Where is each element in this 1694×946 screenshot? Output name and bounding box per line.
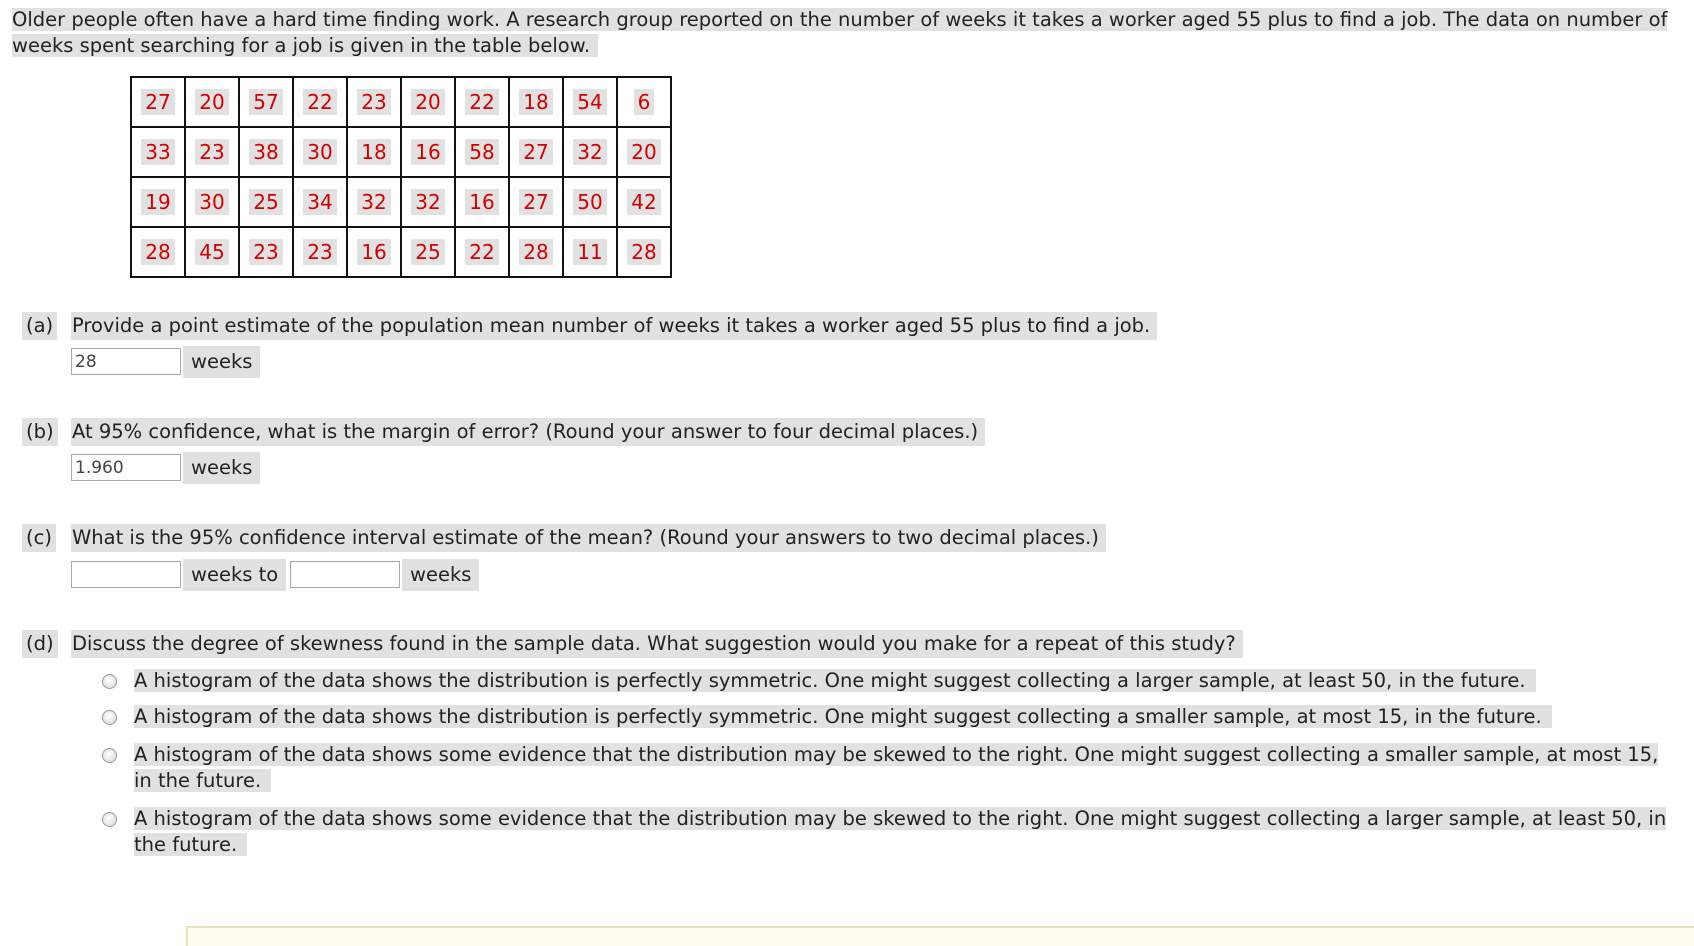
table-cell — [455, 77, 509, 127]
part-d-question: Discuss the degree of skewness found in the sample data. What suggestion would you make for a repeat of this study? — [71, 630, 1243, 658]
cell-value: 22 — [465, 89, 498, 115]
option-4-radio[interactable] — [102, 812, 117, 827]
table-cell — [293, 227, 347, 277]
table-cell — [401, 77, 455, 127]
part-c-upper-input[interactable] — [290, 561, 400, 588]
cell-value: 16 — [411, 139, 444, 165]
table-cell — [293, 77, 347, 127]
table-row — [131, 127, 671, 177]
table-cell — [455, 127, 509, 177]
cell-value: 38 — [249, 139, 282, 165]
part-c-question: What is the 95% confidence interval estimate of the mean? (Round your answers to two decimal places.) — [71, 524, 1106, 552]
cell-value: 16 — [357, 239, 390, 265]
cell-value: 11 — [573, 239, 606, 265]
part-c-unit-end: weeks — [402, 559, 479, 591]
table-cell — [239, 127, 293, 177]
table-cell — [509, 177, 563, 227]
table-cell — [617, 227, 671, 277]
option-2-text: A histogram of the data shows the distribution is perfectly symmetric. One might suggest collecting a smaller sample, at most 15, in the future. — [134, 705, 1552, 728]
option-1[interactable] — [134, 668, 1679, 694]
feedback-box — [186, 926, 1694, 946]
cell-value: 22 — [465, 239, 498, 265]
weeks-data-table — [130, 76, 672, 278]
cell-value: 23 — [195, 139, 228, 165]
option-4-text: A histogram of the data shows some evidence that the distribution may be skewed to the right. One might suggest collecting a larger sample, at least 50, in the future. — [134, 807, 1667, 856]
table-cell — [131, 127, 185, 177]
option-2-radio[interactable] — [102, 710, 117, 725]
cell-value: 30 — [303, 139, 336, 165]
part-a-unit: weeks — [183, 346, 260, 378]
cell-value: 28 — [141, 239, 174, 265]
table-cell — [293, 127, 347, 177]
part-c-lower-input[interactable] — [71, 561, 181, 588]
table-cell — [347, 127, 401, 177]
table-cell — [293, 177, 347, 227]
cell-value: 32 — [411, 189, 444, 215]
part-b-label: (b) — [22, 418, 58, 446]
option-3[interactable] — [134, 742, 1679, 794]
table-cell — [617, 77, 671, 127]
cell-value: 34 — [303, 189, 336, 215]
cell-value: 42 — [627, 189, 660, 215]
table-cell — [563, 177, 617, 227]
problem-intro — [12, 7, 1692, 59]
option-1-text: A histogram of the data shows the distribution is perfectly symmetric. One might suggest collecting a larger sample, at least 50, in the future. — [134, 669, 1536, 692]
table-cell — [239, 77, 293, 127]
part-b-unit: weeks — [183, 452, 260, 484]
cell-value: 28 — [627, 239, 660, 265]
cell-value: 33 — [141, 139, 174, 165]
part-a-label: (a) — [22, 312, 57, 340]
cell-value: 50 — [573, 189, 606, 215]
cell-value: 6 — [634, 89, 655, 115]
table-row — [131, 177, 671, 227]
part-a-question: Provide a point estimate of the population mean number of weeks it takes a worker aged 55 plus to find a job. — [71, 312, 1157, 340]
table-cell — [455, 227, 509, 277]
cell-value: 18 — [357, 139, 390, 165]
cell-value: 25 — [411, 239, 444, 265]
cell-value: 27 — [519, 189, 552, 215]
cell-value: 20 — [195, 89, 228, 115]
cell-value: 23 — [303, 239, 336, 265]
part-d-label: (d) — [22, 630, 58, 658]
table-cell — [185, 77, 239, 127]
option-4[interactable] — [134, 806, 1679, 858]
table-cell — [563, 77, 617, 127]
cell-value: 28 — [519, 239, 552, 265]
cell-value: 22 — [303, 89, 336, 115]
problem-intro-text: Older people often have a hard time finding work. A research group reported on the number of weeks it takes a worker aged 55 plus to find a job. The data on number of weeks spent searching for a job is given in the table below. — [12, 8, 1668, 57]
cell-value: 45 — [195, 239, 228, 265]
table-cell — [401, 127, 455, 177]
table-cell — [185, 127, 239, 177]
table-cell — [347, 77, 401, 127]
cell-value: 54 — [573, 89, 606, 115]
table-cell — [455, 177, 509, 227]
cell-value: 32 — [573, 139, 606, 165]
part-c-unit-mid: weeks to — [183, 559, 286, 591]
table-cell — [509, 127, 563, 177]
table-cell — [347, 227, 401, 277]
cell-value: 27 — [141, 89, 174, 115]
option-1-radio[interactable] — [102, 674, 117, 689]
part-b-answer-input[interactable] — [71, 454, 181, 481]
cell-value: 23 — [249, 239, 282, 265]
table-cell — [563, 127, 617, 177]
cell-value: 58 — [465, 139, 498, 165]
cell-value: 20 — [627, 139, 660, 165]
option-3-text: A histogram of the data shows some evidence that the distribution may be skewed to the right. One might suggest collecting a smaller sample, at most 15, in the future. — [134, 743, 1659, 792]
option-2[interactable] — [134, 704, 1679, 730]
table-cell — [185, 227, 239, 277]
table-cell — [509, 77, 563, 127]
table-cell — [239, 177, 293, 227]
table-row — [131, 227, 671, 277]
cell-value: 25 — [249, 189, 282, 215]
table-row — [131, 77, 671, 127]
table-cell — [185, 177, 239, 227]
part-a-answer-input[interactable] — [71, 348, 181, 375]
cell-value: 27 — [519, 139, 552, 165]
table-cell — [131, 177, 185, 227]
table-cell — [401, 177, 455, 227]
table-cell — [131, 77, 185, 127]
part-c-label: (c) — [22, 524, 56, 552]
cell-value: 30 — [195, 189, 228, 215]
table-cell — [617, 177, 671, 227]
part-b-question: At 95% confidence, what is the margin of error? (Round your answer to four decimal places.) — [71, 418, 985, 446]
table-cell — [239, 227, 293, 277]
cell-value: 57 — [249, 89, 282, 115]
cell-value: 19 — [141, 189, 174, 215]
cell-value: 23 — [357, 89, 390, 115]
table-cell — [401, 227, 455, 277]
option-3-radio[interactable] — [102, 748, 117, 763]
table-cell — [509, 227, 563, 277]
cell-value: 20 — [411, 89, 444, 115]
table-cell — [563, 227, 617, 277]
cell-value: 32 — [357, 189, 390, 215]
cell-value: 16 — [465, 189, 498, 215]
cell-value: 18 — [519, 89, 552, 115]
table-cell — [131, 227, 185, 277]
table-cell — [617, 127, 671, 177]
table-cell — [347, 177, 401, 227]
